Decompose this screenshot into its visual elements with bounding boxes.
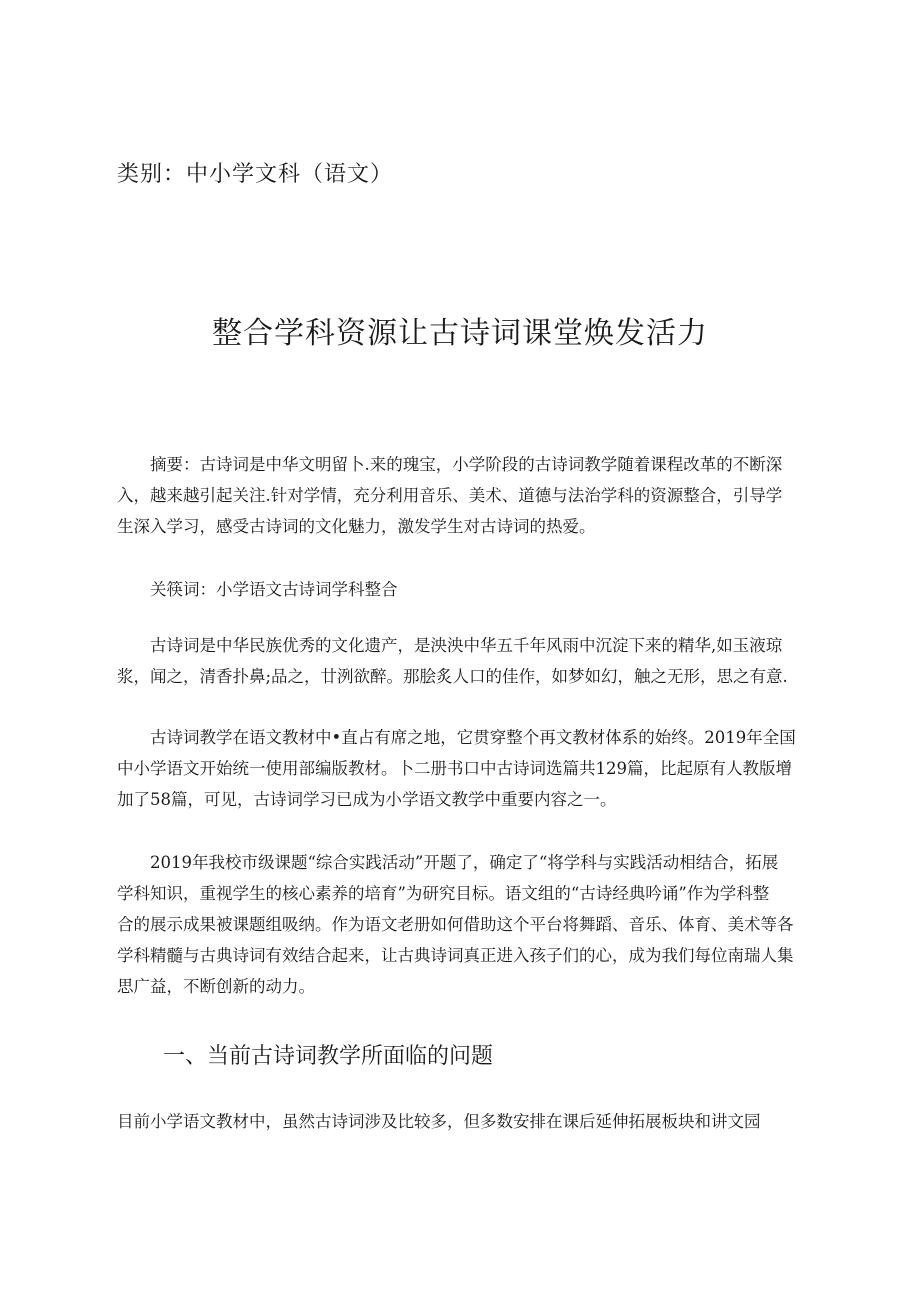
- keywords-paragraph: [117, 574, 807, 605]
- paragraph-line: 中小学语文开始统一使用部编版教材。卜二册书口中古诗词选篇共129篇，比起原有人教版增: [117, 759, 792, 778]
- abstract-line: 摘要：古诗词是中华文明留卜.来的瑰宝，小学阶段的古诗词教学随着课程改革的不断深: [150, 455, 783, 474]
- body-paragraph: [117, 630, 807, 692]
- body-paragraph: [117, 722, 807, 815]
- paragraph-line: 古诗词教学在语文教材中•直占有席之地，它贯穿整个再文教材体系的始终。2019年全国: [150, 728, 796, 747]
- paragraph-line: 合的展示成果被课题组吸纳。作为语文老册如何借助这个平台将舞蹈、音乐、体育、美术等各: [117, 915, 794, 934]
- body-paragraph: [117, 1106, 807, 1137]
- paragraph-line: 2019年我校市级课题“综合实践活动”开题了，确定了“将学科与实践活动相结合，拓展: [150, 853, 779, 872]
- paragraph-line: 学科精髓与古典诗词有效结合起来，让古典诗词真正进入孩子们的心，成为我们每位南瑞人集: [117, 946, 794, 965]
- body-paragraph: [117, 847, 807, 1002]
- paragraph-line: 加了58篇，可见，古诗词学习已成为小学语文教学中重要内容之一。: [117, 790, 617, 809]
- abstract-paragraph: [117, 449, 807, 542]
- document-title: 整合学科资源让古诗词课堂焕发活力: [212, 316, 708, 351]
- abstract-line: 入，越来越引起关注.针对学情，充分利用音乐、美术、道德与法治学科的资源整合，引导学: [117, 486, 783, 505]
- section-heading: 一、当前古诗词教学所面临的问题: [163, 1044, 494, 1069]
- paragraph-line: 目前小学语文教材中，虽然古诗词涉及比较多，但多数安排在课后延伸拓展板块和讲文园: [117, 1112, 761, 1131]
- category-label: 类别：中小学文科（语文）: [117, 162, 394, 187]
- paragraph-line: 古诗词是中华民族优秀的文化遗产，是泱泱中华五千年风雨中沉淀下来的精华,如玉液琼: [150, 636, 783, 655]
- abstract-line: 生深入学习，感受古诗词的文化魅力，激发学生对古诗词的热爱。: [117, 517, 596, 536]
- keywords-line: 关筷词：小学语文古诗词学科整合: [150, 580, 398, 599]
- paragraph-line: 思广益，不断创新的动力。: [117, 977, 315, 996]
- paragraph-line: 学科知识，重视学生的核心素养的培育”为研究目标。语文组的“古诗经典吟诵”作为学科整: [117, 884, 770, 903]
- paragraph-line: 浆，闻之，清香扑鼻;品之，廿洌欲醉。那脍炙人口的佳作，如梦如幻，触之无形，思之有意.: [117, 667, 788, 686]
